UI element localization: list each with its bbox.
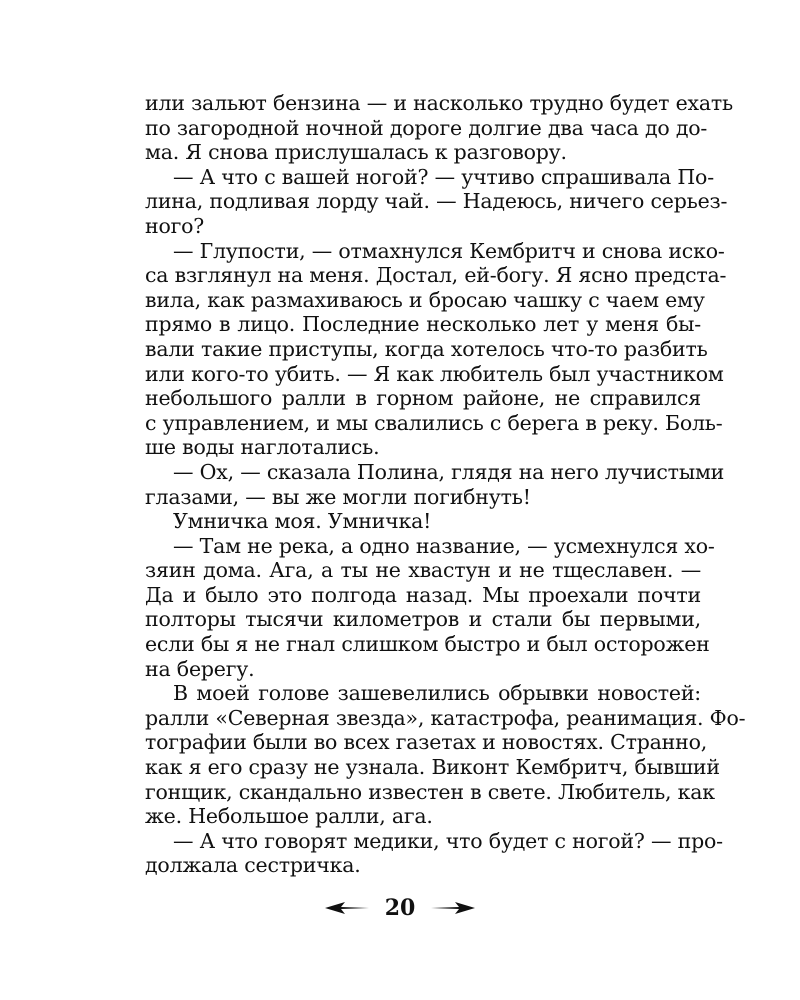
text-line: В моей голове зашевелились обрывки новостей: [173,681,701,706]
text-line: Да и было это полгода назад. Мы проехали почти [145,582,701,607]
text-line: — Там не река, а одно название, — усмехнулся хо- [173,533,715,558]
text-line: полторы тысячи километров и стали бы первыми, [145,607,701,632]
text-line: — Глупости, — отмахнулся Кембритч и снова иско- [173,238,725,263]
text-line: — А что с вашей ногой? — учтиво спрашивала По- [173,164,714,189]
book-page-text [145,91,746,878]
text-line: на берегу. [145,656,255,681]
text-line: Умничка моя. Умничка! [173,509,432,534]
text-line: ше воды наглотались. [145,435,380,460]
text-line: лина, подливая лорду чай. — Надеюсь, ничего серьез- [145,189,728,214]
text-line: тографии были во всех газетах и новостях. Странно, [145,730,708,755]
text-line: вила, как размахиваюсь и бросаю чашку с чаем ему [145,287,705,312]
text-line: ного? [145,213,205,238]
text-line: прямо в лицо. Последние несколько лет у меня бы- [145,312,701,337]
text-line: должала сестричка. [145,853,361,878]
text-line: или зальют бензина — и насколько трудно будет ехать [145,91,734,115]
text-line: ралли «Северная звезда», катастрофа, реанимация. Фо- [145,705,746,730]
text-line: же. Небольшое ралли, ага. [145,804,433,829]
text-line: — А что говорят медики, что будет с ногой? — про- [173,828,723,853]
ornament-left-icon [323,900,371,916]
text-line: вали такие приступы, когда хотелось что-то разбить [145,336,708,361]
ornament-right-icon [429,900,477,916]
text-line: ма. Я снова прислушалась к разговору. [145,140,567,165]
text-line: зяин дома. Ага, а ты не хвастун и не тщеславен. — [145,558,701,583]
text-line: небольшого ралли в горном районе, не справился [145,386,701,411]
page-footer [0,893,800,922]
text-line: если бы я не гнал слишком быстро и был осторожен [145,632,710,657]
text-line: как я его сразу не узнала. Виконт Кембритч, бывший [145,755,720,780]
text-line: глазами, — вы же могли погибнуть! [145,484,531,509]
text-line: гонщик, скандально известен в свете. Любитель, как [145,779,715,804]
text-line: или кого-то убить. — Я как любитель был участником [145,361,724,386]
text-line: по загородной ночной дороге долгие два часа до до- [145,115,708,140]
page-number: 20 [384,895,416,921]
text-line: с управлением, и мы свалились с берега в реку. Боль- [145,410,723,435]
text-line: — Ох, — сказала Полина, глядя на него лучистыми [173,459,725,484]
text-line: са взглянул на меня. Достал, ей-богу. Я ясно предста- [145,263,727,288]
